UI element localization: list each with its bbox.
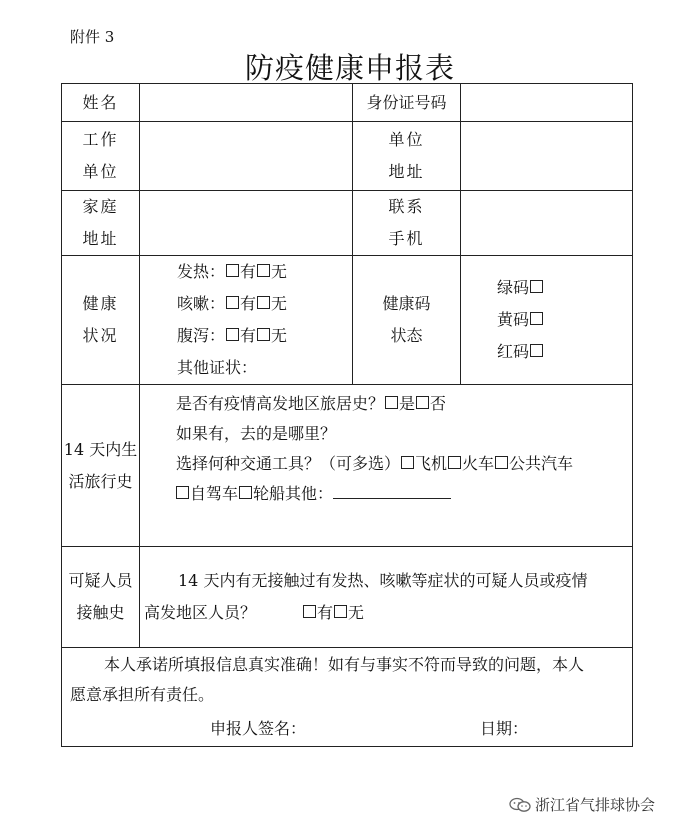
attachment-label: 附件 3: [70, 28, 115, 46]
unit-address-label-line2: 地址: [388, 162, 425, 181]
row-contact-history: [62, 547, 633, 648]
name-field[interactable]: [140, 84, 353, 122]
ship-label: 轮船: [253, 484, 286, 503]
pledge-line2: 愿意承担所有责任。: [70, 685, 215, 704]
contact-question-line2-text: 高发地区人员？: [144, 603, 257, 622]
bus-label: 公共汽车: [509, 454, 574, 473]
watermark: [509, 794, 655, 815]
contact-question-line1: 14 天内有无接触过有发热、咳嗽等症状的可疑人员或疫情: [178, 571, 588, 590]
other-transport-blank[interactable]: [333, 480, 451, 499]
travel-q3-text: 选择何种交通工具？（可多选）: [176, 454, 401, 473]
cough-label: 咳嗽：: [177, 294, 226, 313]
other-symptoms-option: [177, 352, 352, 384]
work-unit-label-line1: 工作: [82, 130, 119, 149]
travel-history-label-line1: 14 天内生: [63, 439, 138, 459]
contact-history-content: [140, 547, 633, 648]
self-drive-label: 自驾车: [190, 484, 239, 503]
green-code-option: [497, 272, 632, 304]
wechat-icon: [509, 797, 531, 813]
other-transport-label: 其他：: [285, 484, 334, 503]
unit-address-label-line1: 单位: [388, 130, 425, 149]
plane-label: 飞机: [415, 454, 448, 473]
cough-yes-label: 有: [240, 294, 257, 313]
phone-label-line1: 联系: [388, 197, 425, 216]
cough-yes-checkbox[interactable]: [226, 296, 239, 309]
work-unit-field[interactable]: [140, 122, 353, 191]
pledge-line1: 本人承诺所填报信息真实准确！如有与事实不符而导致的问题，本人: [104, 655, 585, 674]
green-code-checkbox[interactable]: [530, 280, 543, 293]
travel-yes-checkbox[interactable]: [385, 396, 398, 409]
row-work-unit: [62, 122, 633, 191]
train-checkbox[interactable]: [448, 456, 461, 469]
contact-history-label: [62, 547, 140, 648]
plane-checkbox[interactable]: [401, 456, 414, 469]
watermark-text: 浙江省气排球协会: [535, 796, 656, 814]
diarrhea-option: [177, 320, 352, 352]
id-number-label: 身份证号码: [353, 84, 461, 122]
fever-yes-label: 有: [240, 262, 257, 281]
signature-label: 申报人签名：: [210, 719, 307, 738]
contact-no-label: 无: [348, 603, 365, 622]
red-code-option: [497, 336, 632, 368]
fever-no-checkbox[interactable]: [257, 264, 270, 277]
symptom-options: [140, 256, 353, 385]
work-unit-label: [62, 122, 140, 191]
travel-no-checkbox[interactable]: [416, 396, 429, 409]
ship-checkbox[interactable]: [239, 486, 252, 499]
travel-q3-continued: [176, 479, 624, 509]
contact-yes-label: 有: [317, 603, 334, 622]
fever-yes-checkbox[interactable]: [226, 264, 239, 277]
work-unit-label-line2: 单位: [82, 162, 119, 181]
pledge-content: [62, 648, 633, 747]
diarrhea-label: 腹泻：: [177, 326, 226, 345]
contact-history-label-line1: 可疑人员: [68, 571, 133, 590]
row-health: [62, 256, 633, 385]
travel-history-label: [62, 385, 140, 547]
unit-address-label: [353, 122, 461, 191]
health-code-label-line2: 状态: [390, 326, 423, 345]
declaration-form-table: [61, 83, 633, 747]
row-home-address: [62, 191, 633, 256]
health-status-label-line1: 健康: [82, 294, 119, 313]
contact-no-checkbox[interactable]: [334, 605, 347, 618]
health-code-options: [461, 256, 633, 385]
diarrhea-no-checkbox[interactable]: [257, 328, 270, 341]
form-title: 防疫健康申报表: [244, 51, 455, 85]
red-code-checkbox[interactable]: [530, 344, 543, 357]
health-status-label-line2: 状况: [82, 326, 119, 345]
yellow-code-checkbox[interactable]: [530, 312, 543, 325]
signature-row: [70, 714, 624, 746]
travel-history-label-line2: 活旅行史: [68, 471, 133, 491]
red-code-label: 红码: [497, 342, 530, 361]
home-address-label-line1: 家庭: [82, 197, 119, 216]
other-symptoms-label: 其他证状：: [177, 358, 258, 377]
date-label: 日期：: [480, 719, 529, 738]
yellow-code-label: 黄码: [497, 310, 530, 329]
name-label: 姓名: [62, 84, 140, 122]
travel-q1-text: 是否有疫情高发地区旅居史？: [176, 394, 385, 413]
phone-field[interactable]: [461, 191, 633, 256]
health-code-label: [353, 256, 461, 385]
contact-history-label-line2: 接触史: [76, 603, 125, 622]
travel-q1: [176, 389, 624, 419]
train-label: 火车: [462, 454, 495, 473]
travel-yes-label: 是: [399, 394, 416, 413]
green-code-label: 绿码: [497, 278, 530, 297]
self-drive-checkbox[interactable]: [176, 486, 189, 499]
row-travel-history: [62, 385, 633, 547]
cough-no-checkbox[interactable]: [257, 296, 270, 309]
diarrhea-yes-label: 有: [240, 326, 257, 345]
home-address-label-line2: 地址: [82, 229, 119, 248]
health-code-label-line1: 健康码: [382, 294, 431, 313]
bus-checkbox[interactable]: [495, 456, 508, 469]
unit-address-field[interactable]: [461, 122, 633, 191]
home-address-field[interactable]: [140, 191, 353, 256]
diarrhea-yes-checkbox[interactable]: [226, 328, 239, 341]
cough-no-label: 无: [271, 294, 288, 313]
phone-label-line2: 手机: [388, 229, 425, 248]
fever-label: 发热：: [177, 262, 226, 281]
health-status-label: [62, 256, 140, 385]
phone-label: [353, 191, 461, 256]
travel-history-content: [140, 385, 633, 547]
cough-option: [177, 288, 352, 320]
home-address-label: [62, 191, 140, 256]
travel-q2: 如果有，去的是哪里？: [176, 424, 337, 443]
row-name-id: [62, 84, 633, 122]
fever-option: [177, 256, 352, 288]
row-pledge: [62, 648, 633, 747]
travel-no-label: 否: [430, 394, 447, 413]
contact-question-line2: [144, 597, 628, 629]
id-number-field[interactable]: [461, 84, 633, 122]
yellow-code-option: [497, 304, 632, 336]
travel-q3: [176, 449, 624, 479]
fever-no-label: 无: [271, 262, 288, 281]
diarrhea-no-label: 无: [271, 326, 288, 345]
contact-yes-checkbox[interactable]: [303, 605, 316, 618]
